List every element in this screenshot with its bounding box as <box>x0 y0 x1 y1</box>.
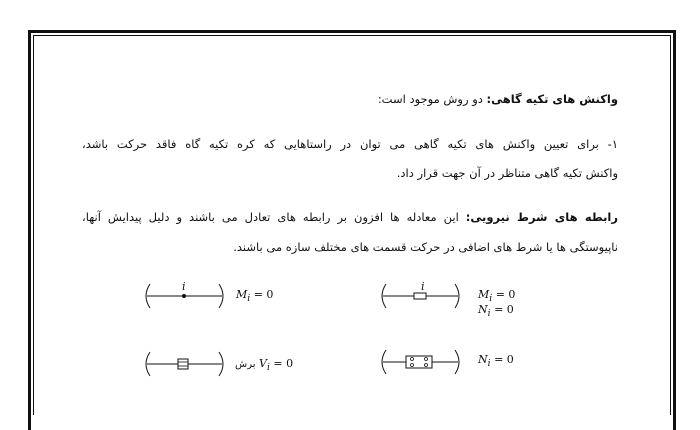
slider-equation-m: $M_i = 0$ <box>478 288 516 305</box>
conditions-line1 <box>82 210 618 224</box>
conditions-rest: این معادله ها افزون بر رابطه های تعادل می باشند و دلیل پیدایش آنها، <box>82 210 466 224</box>
heading-rest: دو روش موجود است: <box>377 92 487 106</box>
shear-equation: برش $V_i = 0$ <box>235 357 294 374</box>
heading-line <box>378 92 618 106</box>
method1-line1: ۱- برای تعیین واکنش های تکیه گاهی می توان در راستاهایی که کره تکیه گاه فاقد حرکت باشد، <box>82 137 618 151</box>
shear-diagram <box>140 348 230 388</box>
slider-equation-n: $N_i = 0$ <box>478 303 514 320</box>
conditions-bold: رابطه های شرط نیرویی: <box>465 210 618 224</box>
hinge-label: i <box>182 280 186 293</box>
slider-label: i <box>421 280 425 293</box>
method1-line2: واکنش تکیه گاهی متناظر در آن جهت قرار داد. <box>396 166 618 180</box>
shear-word: برش <box>235 359 256 370</box>
axial-equation: $N_i = 0$ <box>478 353 514 370</box>
conditions-line2: ناپیوستگی ها یا شرط های اضافی در حرکت قسمت های مختلف سازه می باشند. <box>233 240 618 254</box>
hinge-equation: $M_i = 0$ <box>236 288 274 305</box>
axial-diagram <box>376 346 466 386</box>
heading-bold: واکنش های تکیه گاهی: <box>486 92 618 106</box>
